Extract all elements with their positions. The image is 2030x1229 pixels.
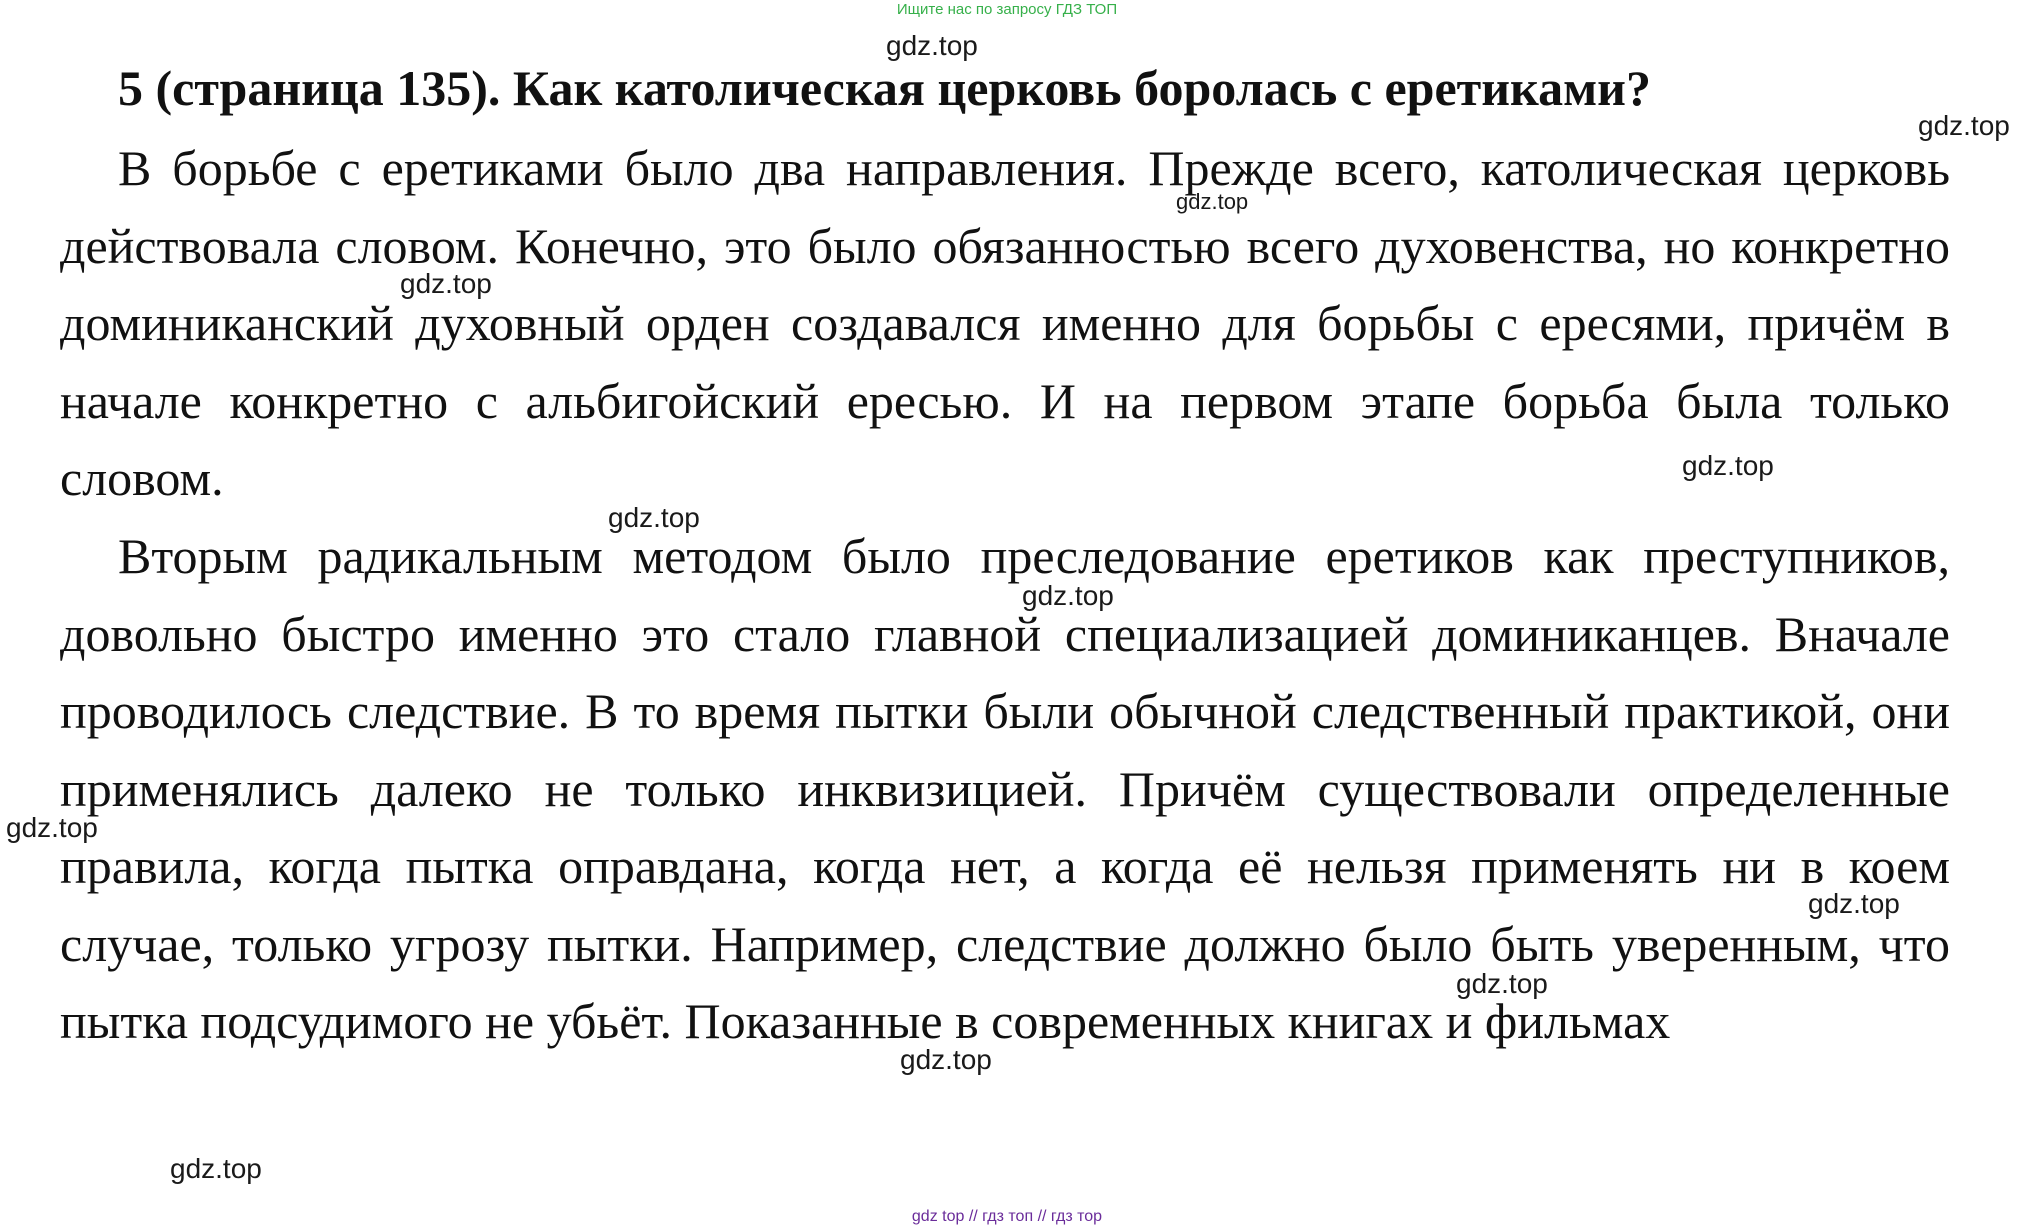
watermark: gdz.top — [170, 1153, 262, 1184]
watermark: gdz.top — [1456, 968, 1548, 999]
top-banner[interactable]: Ищите нас по запросу ГДЗ ТОП — [896, 1, 1118, 18]
watermark: gdz.top — [900, 1044, 992, 1075]
watermark: gdz.top — [608, 502, 700, 533]
answer-paragraph-2: Вторым радикальным методом было преследование еретиков как преступников, довольно быстро именно это стало главной специализацией доминиканцев. Вначале проводилось следствие. В то время пытки были обычной следственный практикой, они применялись далеко не только инквизицией. Причём существовали определенные правила, когда пытка оправдана, когда нет, а когда её нельзя применять ни в коем случае, только угрозу пытки. Например, следствие должно было быть уверенным, что пытка подсудимого не убьёт. Показанные в современных книгах и фильмах — [60, 528, 1950, 1049]
watermark: gdz.top — [1682, 450, 1774, 481]
answer-paragraph-1: В борьбе с еретиками было два направления. Прежде всего, католическая церковь действовала словом. Конечно, это было обязанностью всего духовенства, но конкретно доминиканский духовный орден создавался именно для борьбы с ересями, причём в начале конкретно с альбигойский ересью. И на первом этапе борьба была только словом. — [60, 140, 1950, 506]
watermark: gdz.top — [1022, 580, 1114, 611]
watermark: gdz.top — [1176, 189, 1249, 214]
watermark: gdz.top — [400, 268, 492, 299]
watermark: gdz.top — [1918, 110, 2010, 141]
question-heading: 5 (страница 135). Как католическая церковь боролась с еретиками? — [118, 60, 1651, 116]
watermark: gdz.top — [6, 812, 98, 843]
footer-links[interactable]: gdz top // гдз топ // гдз тор — [911, 1208, 1103, 1225]
watermark: gdz.top — [1808, 888, 1900, 919]
watermark: gdz.top — [886, 30, 978, 61]
